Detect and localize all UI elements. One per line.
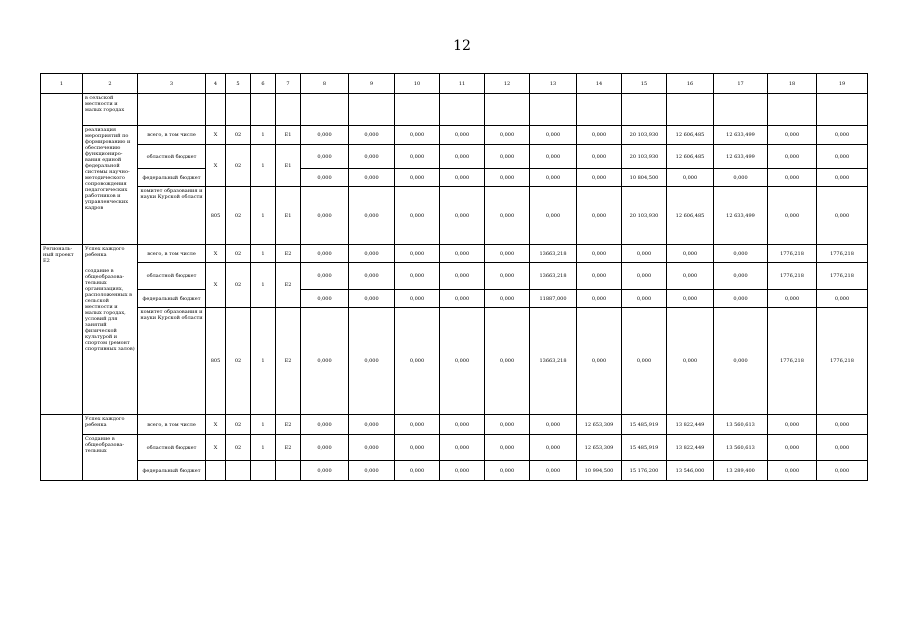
table-cell: 0,000 [301, 290, 349, 308]
table-cell: 0,000 [485, 415, 530, 435]
table-cell [276, 94, 301, 126]
table-cell: 12 633,499 [714, 187, 768, 245]
table-cell: 1 [251, 263, 276, 308]
table-cell: 13663,218 [530, 263, 577, 290]
table-cell: 0,000 [349, 435, 395, 461]
table-cell: 0,000 [714, 308, 768, 415]
table-cell: комитет образования и науки Курской области [138, 187, 206, 245]
table-cell: 0,000 [485, 187, 530, 245]
header-cell: 13 [530, 74, 577, 94]
header-cell: 19 [817, 74, 868, 94]
table-cell: 0,000 [714, 263, 768, 290]
table-cell [206, 94, 226, 126]
table-cell: 0,000 [395, 290, 440, 308]
table-cell: E1 [276, 187, 301, 245]
table-cell: 13 560,613 [714, 435, 768, 461]
table-cell: 0,000 [485, 290, 530, 308]
header-cell: 12 [485, 74, 530, 94]
table-cell: федеральный бюджет [138, 169, 206, 187]
table-cell: 0,000 [714, 290, 768, 308]
header-cell: 3 [138, 74, 206, 94]
table-cell: 0,000 [667, 308, 714, 415]
row-label: в сельской местности и малых городах [83, 94, 138, 126]
table-cell: 0,000 [714, 169, 768, 187]
table-cell: 10 804,500 [622, 169, 667, 187]
table-cell: 12 633,499 [714, 126, 768, 145]
table-cell: 0,000 [301, 415, 349, 435]
header-cell: 16 [667, 74, 714, 94]
row-label: реализация мероприятий по формированию и обеспечению функциониро-вания единой федеральной системы научно-методического сопровождения педагогических работников и управленческих кадров [83, 126, 138, 245]
table-cell: 0,000 [622, 308, 667, 415]
table-cell: 0,000 [395, 415, 440, 435]
table-cell: 13 822,449 [667, 435, 714, 461]
table-cell: 0,000 [817, 290, 868, 308]
header-cell: 9 [349, 74, 395, 94]
table-cell [622, 94, 667, 126]
table-cell: 0,000 [817, 435, 868, 461]
table-cell: областной бюджет [138, 435, 206, 461]
table-cell: 0,000 [395, 187, 440, 245]
table-cell: 0,000 [768, 169, 817, 187]
table-cell: 0,000 [577, 263, 622, 290]
table-row [41, 245, 868, 263]
table-cell: E2 [276, 263, 301, 308]
table-cell: 0,000 [817, 145, 868, 169]
table-cell: 0,000 [440, 461, 485, 481]
header-cell: 6 [251, 74, 276, 94]
table-cell: 0,000 [301, 187, 349, 245]
table-cell: 0,000 [667, 263, 714, 290]
table-cell: 0,000 [395, 435, 440, 461]
table-cell: 02 [226, 415, 251, 435]
table-cell: 02 [226, 263, 251, 308]
table-cell: 0,000 [714, 245, 768, 263]
table-cell [577, 94, 622, 126]
table-cell: 0,000 [530, 126, 577, 145]
table-cell: 0,000 [301, 263, 349, 290]
table-cell: 0,000 [485, 308, 530, 415]
table-cell: E1 [276, 145, 301, 187]
table-cell: всего, в том числе [138, 126, 206, 145]
table-cell: 1776,218 [817, 308, 868, 415]
table-cell: 0,000 [440, 308, 485, 415]
table-cell: 0,000 [349, 461, 395, 481]
table-cell: 20 103,930 [622, 187, 667, 245]
table-cell [251, 461, 276, 481]
table-cell [276, 461, 301, 481]
table-cell: 0,000 [395, 461, 440, 481]
header-cell: 10 [395, 74, 440, 94]
table-cell: E2 [276, 435, 301, 461]
table-cell: 0,000 [768, 415, 817, 435]
table-cell: 12 633,499 [714, 145, 768, 169]
table-cell: 1 [251, 415, 276, 435]
header-cell: 11 [440, 74, 485, 94]
table-row [41, 169, 868, 187]
table-cell: 1 [251, 187, 276, 245]
table-cell [768, 94, 817, 126]
table-cell: 02 [226, 126, 251, 145]
table-cell: 0,000 [622, 290, 667, 308]
table-cell: 0,000 [577, 145, 622, 169]
table-cell: 0,000 [577, 308, 622, 415]
table-cell: 0,000 [349, 415, 395, 435]
table-cell [395, 94, 440, 126]
table-cell: 0,000 [349, 187, 395, 245]
table-cell: 0,000 [301, 308, 349, 415]
table-cell: 13 546,000 [667, 461, 714, 481]
table-cell: 0,000 [817, 126, 868, 145]
table-cell: 0,000 [817, 187, 868, 245]
table-cell: 0,000 [349, 245, 395, 263]
table-cell: 0,000 [301, 126, 349, 145]
table-cell [349, 94, 395, 126]
table-cell: 12 653,309 [577, 435, 622, 461]
table-cell: 15 485,919 [622, 435, 667, 461]
row-label: Успех каждого ребенка [83, 415, 138, 435]
table-cell [485, 94, 530, 126]
table-cell: 0,000 [577, 187, 622, 245]
table-cell: 0,000 [395, 263, 440, 290]
table-cell: 0,000 [667, 290, 714, 308]
table-cell: 0,000 [577, 245, 622, 263]
table-cell: 1776,218 [768, 308, 817, 415]
table-cell: 0,000 [440, 245, 485, 263]
table-cell: 0,000 [530, 415, 577, 435]
table-cell: E2 [276, 415, 301, 435]
table-cell: областной бюджет [138, 145, 206, 169]
table-row [41, 461, 868, 481]
table-cell: 0,000 [768, 290, 817, 308]
table-cell: 02 [226, 187, 251, 245]
table-cell: 0,000 [301, 245, 349, 263]
table-cell: E2 [276, 245, 301, 263]
table-cell: X [206, 435, 226, 461]
table-cell: 15 176,200 [622, 461, 667, 481]
table-cell: 12 653,309 [577, 415, 622, 435]
table-cell [251, 94, 276, 126]
table-cell: 15 485,919 [622, 415, 667, 435]
table-cell: 0,000 [768, 187, 817, 245]
table-cell: 0,000 [622, 263, 667, 290]
table-cell [667, 94, 714, 126]
header-cell: 1 [41, 74, 83, 94]
table-cell: 02 [226, 308, 251, 415]
table-row [41, 94, 868, 126]
table-cell: 0,000 [485, 169, 530, 187]
table-cell: 0,000 [485, 126, 530, 145]
table-cell: 0,000 [349, 126, 395, 145]
table-cell: X [206, 415, 226, 435]
table-cell: 02 [226, 435, 251, 461]
table-cell: 0,000 [349, 263, 395, 290]
table-cell: 0,000 [768, 126, 817, 145]
table-cell: 20 103,930 [622, 145, 667, 169]
table-cell: 0,000 [395, 126, 440, 145]
table-row [41, 435, 868, 461]
table-cell: 0,000 [817, 461, 868, 481]
table-cell: 0,000 [530, 435, 577, 461]
table-cell: 0,000 [667, 169, 714, 187]
header-cell: 2 [83, 74, 138, 94]
table-cell: 1776,218 [817, 245, 868, 263]
table-cell: 805 [206, 308, 226, 415]
table-cell: 0,000 [349, 308, 395, 415]
table-cell [530, 94, 577, 126]
table-cell [714, 94, 768, 126]
row-label [83, 245, 138, 415]
table-row [41, 308, 868, 415]
table-cell: 13 560,613 [714, 415, 768, 435]
table-cell: 0,000 [817, 415, 868, 435]
table-row [41, 126, 868, 145]
table-cell: 0,000 [395, 308, 440, 415]
table-cell: 0,000 [530, 169, 577, 187]
project-label: Региональ-ный проект E2 [41, 245, 83, 415]
table-cell: 0,000 [768, 461, 817, 481]
table-cell: E2 [276, 308, 301, 415]
table-cell: 0,000 [395, 169, 440, 187]
table-cell: 0,000 [485, 145, 530, 169]
table-cell: 805 [206, 187, 226, 245]
table-cell: 0,000 [530, 187, 577, 245]
table-row [41, 290, 868, 308]
table-cell: 0,000 [622, 245, 667, 263]
table-cell: 13663,218 [530, 308, 577, 415]
table-cell: 0,000 [577, 126, 622, 145]
table-cell: 13663,218 [530, 245, 577, 263]
table-cell: 0,000 [485, 461, 530, 481]
header-cell: 17 [714, 74, 768, 94]
table-cell: 1 [251, 435, 276, 461]
table-row [41, 187, 868, 245]
table-cell: 11887,000 [530, 290, 577, 308]
header-cell: 8 [301, 74, 349, 94]
table-cell: 0,000 [301, 145, 349, 169]
table-cell: 12 606,485 [667, 145, 714, 169]
table-cell: 1776,218 [768, 245, 817, 263]
table-cell: 0,000 [440, 415, 485, 435]
table-cell: всего, в том числе [138, 245, 206, 263]
table-cell: 0,000 [349, 290, 395, 308]
table-cell: 0,000 [577, 290, 622, 308]
table-cell: 0,000 [485, 435, 530, 461]
table-cell: 1776,218 [768, 263, 817, 290]
budget-table [40, 73, 868, 481]
header-cell: 14 [577, 74, 622, 94]
table-cell: федеральный бюджет [138, 461, 206, 481]
table-cell: 1 [251, 145, 276, 187]
table-row [41, 415, 868, 435]
table-cell: X [206, 263, 226, 308]
table-cell: 02 [226, 245, 251, 263]
table-cell [41, 415, 83, 481]
table-cell: 12 606,485 [667, 126, 714, 145]
table-cell: 0,000 [440, 187, 485, 245]
row-label-title: Успех каждого ребенка [85, 246, 125, 258]
table-cell: комитет образования и науки Курской области [138, 308, 206, 415]
table-cell: 0,000 [577, 169, 622, 187]
table-cell: 0,000 [395, 245, 440, 263]
table-cell: 0,000 [440, 263, 485, 290]
table-cell: X [206, 145, 226, 187]
table-cell: 0,000 [485, 263, 530, 290]
table-cell: 13 289,400 [714, 461, 768, 481]
table-row [41, 263, 868, 290]
table-cell: 0,000 [530, 145, 577, 169]
table-cell: 0,000 [768, 435, 817, 461]
table-cell: всего, в том числе [138, 415, 206, 435]
table-cell: 0,000 [301, 461, 349, 481]
table-cell: 10 994,500 [577, 461, 622, 481]
table-cell: 13 822,449 [667, 415, 714, 435]
table-cell: 12 606,485 [667, 187, 714, 245]
table-cell: областной бюджет [138, 263, 206, 290]
row-label-desc: создание в общеобразова-тельных организациях, расположенных в сельской местности и малых городах, условий для занятий физической культурой и спортом (ремонт спортивных залов) [85, 268, 135, 352]
table-cell: 0,000 [440, 169, 485, 187]
page-number: 12 [453, 38, 471, 54]
table-cell: 1 [251, 308, 276, 415]
table-cell [41, 94, 83, 245]
header-cell: 15 [622, 74, 667, 94]
table-cell: 1776,218 [817, 263, 868, 290]
table-cell [301, 94, 349, 126]
header-cell: 5 [226, 74, 251, 94]
table-cell: 0,000 [301, 435, 349, 461]
table-cell: 1 [251, 245, 276, 263]
header-row [41, 74, 868, 94]
table-cell: 0,000 [349, 145, 395, 169]
table-cell: 0,000 [768, 145, 817, 169]
table-cell: 02 [226, 145, 251, 187]
table-cell: 20 103,930 [622, 126, 667, 145]
table-cell: 0,000 [440, 126, 485, 145]
table-cell [226, 461, 251, 481]
table-cell: 0,000 [301, 169, 349, 187]
table-cell [206, 461, 226, 481]
table-cell: федеральный бюджет [138, 290, 206, 308]
table-cell: 0,000 [349, 169, 395, 187]
table-cell: 0,000 [485, 245, 530, 263]
table-cell: E1 [276, 126, 301, 145]
table-cell [440, 94, 485, 126]
table-cell [817, 94, 868, 126]
table-cell [226, 94, 251, 126]
table-cell: X [206, 245, 226, 263]
header-cell: 18 [768, 74, 817, 94]
table-cell: 0,000 [667, 245, 714, 263]
table-row [41, 145, 868, 169]
table-cell: 1 [251, 126, 276, 145]
table-cell [138, 94, 206, 126]
table-cell: 0,000 [440, 290, 485, 308]
table-cell: 0,000 [440, 435, 485, 461]
table-cell: 0,000 [530, 461, 577, 481]
row-label: Создание в общеобразова-тельных [83, 435, 138, 481]
table-cell: 0,000 [817, 169, 868, 187]
table-cell: X [206, 126, 226, 145]
table-cell: 0,000 [440, 145, 485, 169]
header-cell: 7 [276, 74, 301, 94]
table-cell: 0,000 [395, 145, 440, 169]
header-cell: 4 [206, 74, 226, 94]
